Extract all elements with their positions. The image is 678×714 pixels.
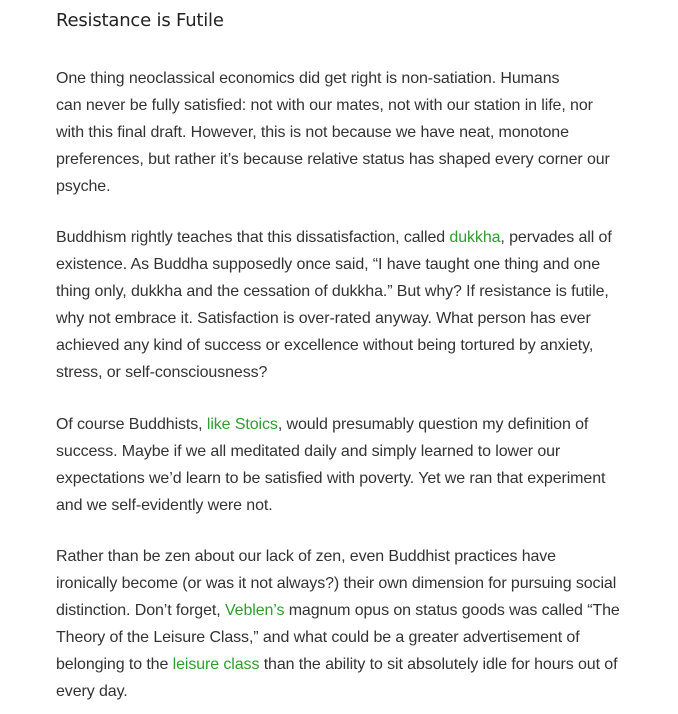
paragraph-line: success. Maybe if we all meditated daily and simply learned to lower our bbox=[56, 443, 561, 460]
paragraph-line: expectations we’d learn to be satisfied with poverty. Yet we ran that experiment bbox=[56, 470, 606, 487]
paragraph-line bbox=[56, 411, 626, 438]
paragraph-line: with this final draft. However, this is not because we have neat, monotone bbox=[56, 124, 569, 141]
paragraph-line: Theory of the Leisure Class,” and what could be a greater advertisement of bbox=[56, 629, 580, 646]
article-heading: Resistance is Futile bbox=[56, 10, 224, 31]
text-segment: magnum opus on status goods was called “The bbox=[284, 602, 620, 619]
text-segment: , would presumably question my definition of bbox=[277, 416, 589, 433]
paragraph-line: and we self-evidently were not. bbox=[56, 497, 273, 514]
paragraph-line: can never be fully satisfied: not with our mates, not with our station in life, nor bbox=[56, 97, 593, 114]
paragraph-line bbox=[56, 651, 626, 678]
paragraph-line: thing only, dukkha and the cessation of dukkha.” But why? If resistance is futile, bbox=[56, 283, 609, 300]
text-segment: distinction. Don’t forget, bbox=[56, 602, 225, 619]
text-segment: Of course Buddhists, bbox=[56, 416, 207, 433]
text-segment: , pervades all of bbox=[500, 229, 612, 246]
paragraph-line: stress, or self-consciousness? bbox=[56, 364, 268, 381]
paragraph-line: existence. As Buddha supposedly once said, “I have taught one thing and one bbox=[56, 256, 601, 273]
paragraph-line: psyche. bbox=[56, 178, 111, 195]
leisure-class-link[interactable]: leisure class bbox=[172, 656, 260, 673]
paragraph-line: ironically become (or was it not always?) their own dimension for pursuing social bbox=[56, 575, 617, 592]
text-segment: belonging to the bbox=[56, 656, 173, 673]
paragraph-non-satiation bbox=[56, 65, 626, 200]
paragraph-line bbox=[56, 597, 626, 624]
paragraph-line: why not embrace it. Satisfaction is over-rated anyway. What person has ever bbox=[56, 310, 591, 327]
text-segment: Buddhism rightly teaches that this dissatisfaction, called bbox=[56, 229, 450, 246]
veblens-link[interactable]: Veblen’s bbox=[224, 602, 285, 619]
paragraph-line: Rather than be zen about our lack of zen, even Buddhist practices have bbox=[56, 548, 556, 565]
paragraph-line: preferences, but rather it’s because relative status has shaped every corner our bbox=[56, 151, 610, 168]
paragraph-stoics bbox=[56, 411, 626, 519]
text-segment: than the ability to sit absolutely idle for hours out of bbox=[259, 656, 618, 673]
paragraph-line: every day. bbox=[56, 683, 128, 700]
paragraph-line: One thing neoclassical economics did get right is non-satiation. Humans bbox=[56, 70, 560, 87]
paragraph-line: achieved any kind of success or excellence without being tortured by anxiety, bbox=[56, 337, 594, 354]
paragraph-leisure-class bbox=[56, 543, 626, 705]
dukkha-link[interactable]: dukkha bbox=[449, 229, 501, 246]
like-stoics-link[interactable]: like Stoics bbox=[206, 416, 278, 433]
paragraph-line bbox=[56, 224, 626, 251]
paragraph-buddhism bbox=[56, 224, 626, 386]
